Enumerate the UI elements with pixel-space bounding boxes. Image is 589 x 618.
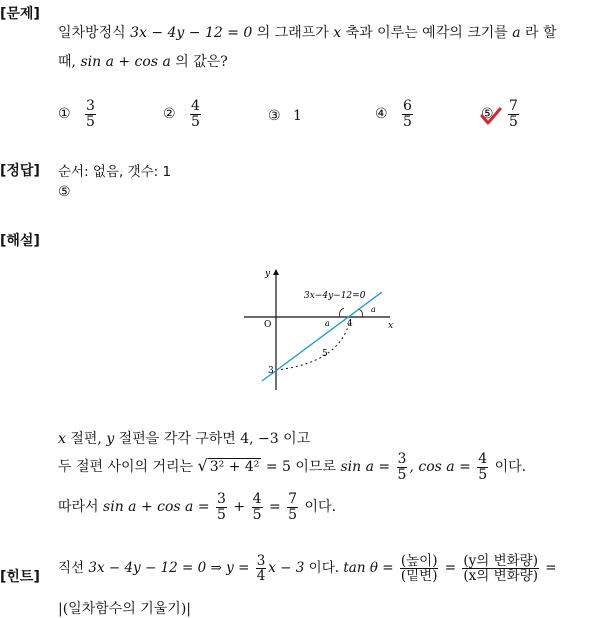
problem-line-1	[58, 22, 557, 42]
fraction: $\frac{3}{4}$	[256, 553, 266, 585]
hypotenuse-label: 5	[322, 349, 328, 359]
x-axis-label: x	[388, 321, 394, 331]
y-axis-arrow-icon	[273, 269, 279, 275]
explanation-line-1: x 절편, y 절편을 각각 구하면 4, −3 이고	[58, 431, 311, 447]
hint-line-2: |(일차함수의 기울기)|	[58, 601, 191, 617]
hint-line-1: 직선 3x − 4y − 12 = 0 ⇒ y = $\frac{3}{4}$ x − 3 이다. tan θ = $\frac{\text{(높이)}}{\text{(밑변)}}$ = $\frac{\text{(y의 변화량)}}{\text{(x의 변화량)}}$ =	[58, 553, 557, 585]
choice-4[interactable]	[375, 99, 415, 129]
choice-fraction: $\frac{6}{5}$	[403, 98, 412, 130]
line-equation-label: 3x−4y−12=0	[304, 291, 366, 301]
choice-marker: ①	[58, 106, 71, 123]
choice-marker: ②	[163, 106, 176, 123]
choice-value: 1	[293, 108, 302, 124]
problem-var-a: a	[512, 25, 521, 41]
graph-line	[262, 292, 382, 381]
x-intercept-label: 4	[347, 319, 353, 329]
choice-fraction: $\frac{4}{5}$	[191, 98, 200, 130]
choice-2[interactable]	[163, 99, 203, 129]
answer-line-2: ⑤	[58, 184, 71, 200]
angle-label-top: a	[371, 305, 376, 314]
choice-1[interactable]	[58, 99, 98, 129]
choice-3[interactable]	[268, 108, 302, 124]
choice-marker: ④	[375, 106, 388, 123]
problem-tag: [문제]	[0, 6, 40, 22]
problem-expression: sin a + cos a	[80, 54, 171, 70]
angle-label-mid: a	[325, 319, 330, 328]
problem-text: 의 값은?	[170, 54, 228, 70]
fraction: $\frac{3}{5}$	[397, 451, 407, 483]
problem-equation: 3x − 4y − 12 = 0	[130, 25, 253, 41]
hint-tag: [힌트]	[0, 569, 40, 585]
answer-tag: [정답]	[0, 163, 40, 179]
check-mark-icon	[480, 106, 502, 126]
choice-marker: ③	[268, 108, 281, 124]
explanation-tag: [해설]	[0, 233, 40, 249]
coordinate-graph	[240, 265, 400, 395]
explanation-line-2: 두 절편 사이의 거리는 √ 3² + 4² = 5 이므로 sin a = $\frac{3}{5}$ , cos a = $\frac{4}{5}$ 이다.	[58, 451, 527, 483]
problem-text: 라 할	[520, 25, 557, 41]
fraction: $\frac{4}{5}$	[478, 451, 488, 483]
choice-fraction: $\frac{7}{5}$	[509, 98, 518, 130]
problem-text: 때,	[58, 54, 81, 70]
sqrt-radicand: 3² + 4²	[209, 459, 260, 476]
y-intercept-label: 3	[268, 366, 274, 376]
problem-line-2	[58, 51, 228, 71]
fraction: $\frac{7}{5}$	[288, 491, 298, 523]
choice-fraction: $\frac{3}{5}$	[86, 98, 95, 130]
angle-arc-lower	[340, 308, 345, 317]
answer-line-1: 순서: 없음, 갯수: 1	[58, 164, 172, 180]
problem-text: 의 그래프가	[252, 25, 334, 41]
problem-var-x: x	[333, 25, 342, 41]
explanation-line-3: 따라서 sin a + cos a = $\frac{3}{5}$ + $\frac{4}{5}$ = $\frac{7}{5}$ 이다.	[58, 491, 337, 523]
origin-label: O	[264, 320, 272, 330]
fraction: $\frac{3}{5}$	[217, 491, 226, 523]
fraction: $\frac{\text{(y의 변화량)}}{\text{(x의 변화량)}}$	[463, 553, 538, 585]
sqrt-icon: √	[197, 456, 208, 476]
angle-arc-upper	[358, 309, 363, 317]
choice-marker: ⑤	[481, 106, 494, 123]
fraction: $\frac{4}{5}$	[252, 491, 262, 523]
problem-text: 축과 이루는 예각의 크기를	[341, 25, 513, 41]
problem-text: 일차방정식	[58, 25, 131, 41]
y-axis-label: y	[265, 269, 271, 279]
fraction: $\frac{\text{(높이)}}{\text{(밑변)}}$	[400, 553, 438, 585]
